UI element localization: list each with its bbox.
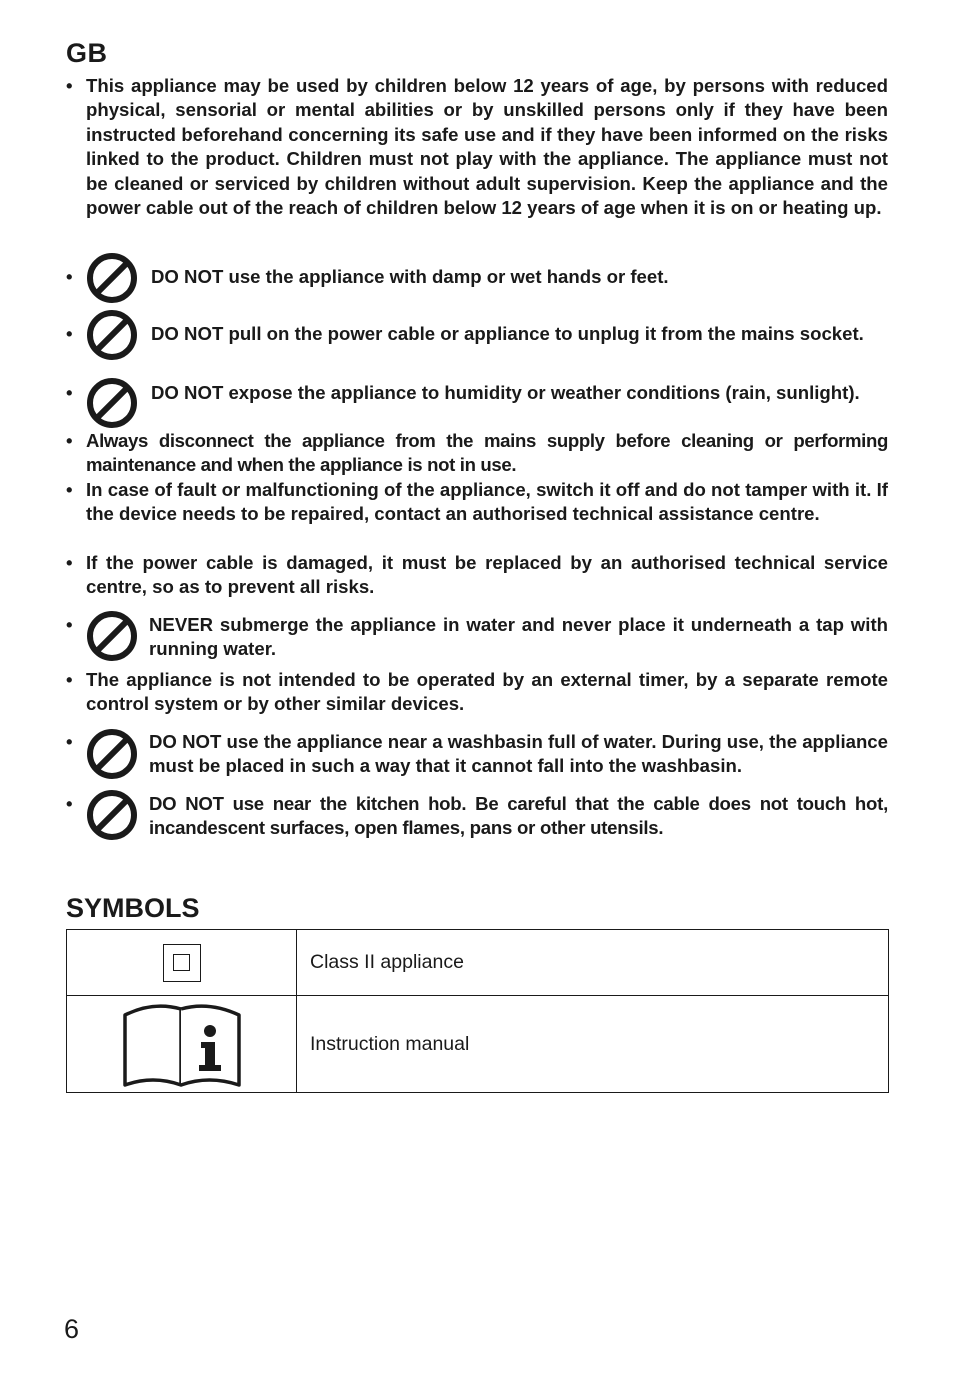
- instruction-manual-icon: [121, 999, 243, 1089]
- prohibition-icon: [86, 610, 138, 662]
- warning-item: [66, 551, 888, 600]
- symbol-description: Class II appliance: [297, 930, 889, 996]
- warning-item: [66, 668, 888, 717]
- prohibition-icon: [86, 789, 138, 841]
- prohibition-icon: [86, 309, 138, 361]
- warning-item: [66, 265, 888, 289]
- bullet: •: [66, 669, 73, 690]
- prohibition-icon: [86, 252, 138, 304]
- warning-text: This appliance may be used by children below 12 years of age, by persons with reduced physical, sensorial or mental abilities or by unskilled persons only if they have been instructed beforehand concerning its safe use and if they have been informed on the risks linked to the product. Children must not play with the appliance. The appliance must not be cleaned or serviced by children without adult supervision. Keep the appliance and the power cable out of the reach of children below 12 years of age when it is on or heating up.: [86, 75, 888, 219]
- symbol-cell: [67, 930, 297, 996]
- table-row: [67, 930, 889, 996]
- bullet: •: [66, 323, 73, 344]
- symbol-cell: [67, 996, 297, 1093]
- warning-text: DO NOT use the appliance with damp or wet hands or feet.: [151, 266, 669, 287]
- bullet: •: [66, 793, 73, 814]
- warning-text: DO NOT expose the appliance to humidity or weather conditions (rain, sunlight).: [151, 382, 860, 403]
- warning-item: [66, 322, 888, 346]
- warning-text: DO NOT pull on the power cable or appliance to unplug it from the mains socket.: [151, 323, 864, 344]
- warning-item: [66, 478, 888, 527]
- warning-item: [66, 730, 888, 779]
- bullet: •: [66, 266, 73, 287]
- bullet: •: [66, 731, 73, 752]
- bullet: •: [66, 479, 73, 500]
- symbol-description: Instruction manual: [297, 996, 889, 1093]
- warning-text: Always disconnect the appliance from the mains supply before cleaning or performing maintenance and when the appliance is not in use.: [86, 430, 888, 476]
- warning-item: [66, 381, 888, 405]
- warning-item: [66, 429, 888, 478]
- warning-text: In case of fault or malfunctioning of the appliance, switch it off and do not tamper with it. If the device needs to be repaired, contact an authorised technical assistance centre.: [86, 479, 888, 525]
- bullet: •: [66, 382, 73, 403]
- warning-text: If the power cable is damaged, it must be replaced by an authorised technical service centre, so as to prevent all risks.: [86, 552, 888, 598]
- bullet: •: [66, 552, 73, 573]
- warning-text: DO NOT use near the kitchen hob. Be careful that the cable does not touch hot, incandescent surfaces, open flames, pans or other utensils.: [149, 793, 888, 839]
- warning-text: NEVER submerge the appliance in water and never place it underneath a tap with running water.: [149, 614, 888, 660]
- language-code: GB: [66, 38, 108, 68]
- symbols-heading: SYMBOLS: [66, 893, 200, 923]
- bullet: •: [66, 430, 73, 451]
- warning-item: [66, 74, 888, 220]
- warning-item: [66, 613, 888, 662]
- bullet: •: [66, 75, 73, 96]
- page-number: 6: [64, 1314, 80, 1344]
- bullet: •: [66, 614, 73, 635]
- table-row: [67, 996, 889, 1093]
- class-ii-icon: [163, 944, 201, 982]
- warning-item: [66, 792, 888, 841]
- warning-text: DO NOT use the appliance near a washbasin full of water. During use, the appliance must be placed in such a way that it cannot fall into the washbasin.: [149, 731, 888, 777]
- prohibition-icon: [86, 377, 138, 429]
- symbols-table: [66, 929, 889, 1093]
- prohibition-icon: [86, 728, 138, 780]
- warning-text: The appliance is not intended to be operated by an external timer, by a separate remote control system or by other similar devices.: [86, 669, 888, 715]
